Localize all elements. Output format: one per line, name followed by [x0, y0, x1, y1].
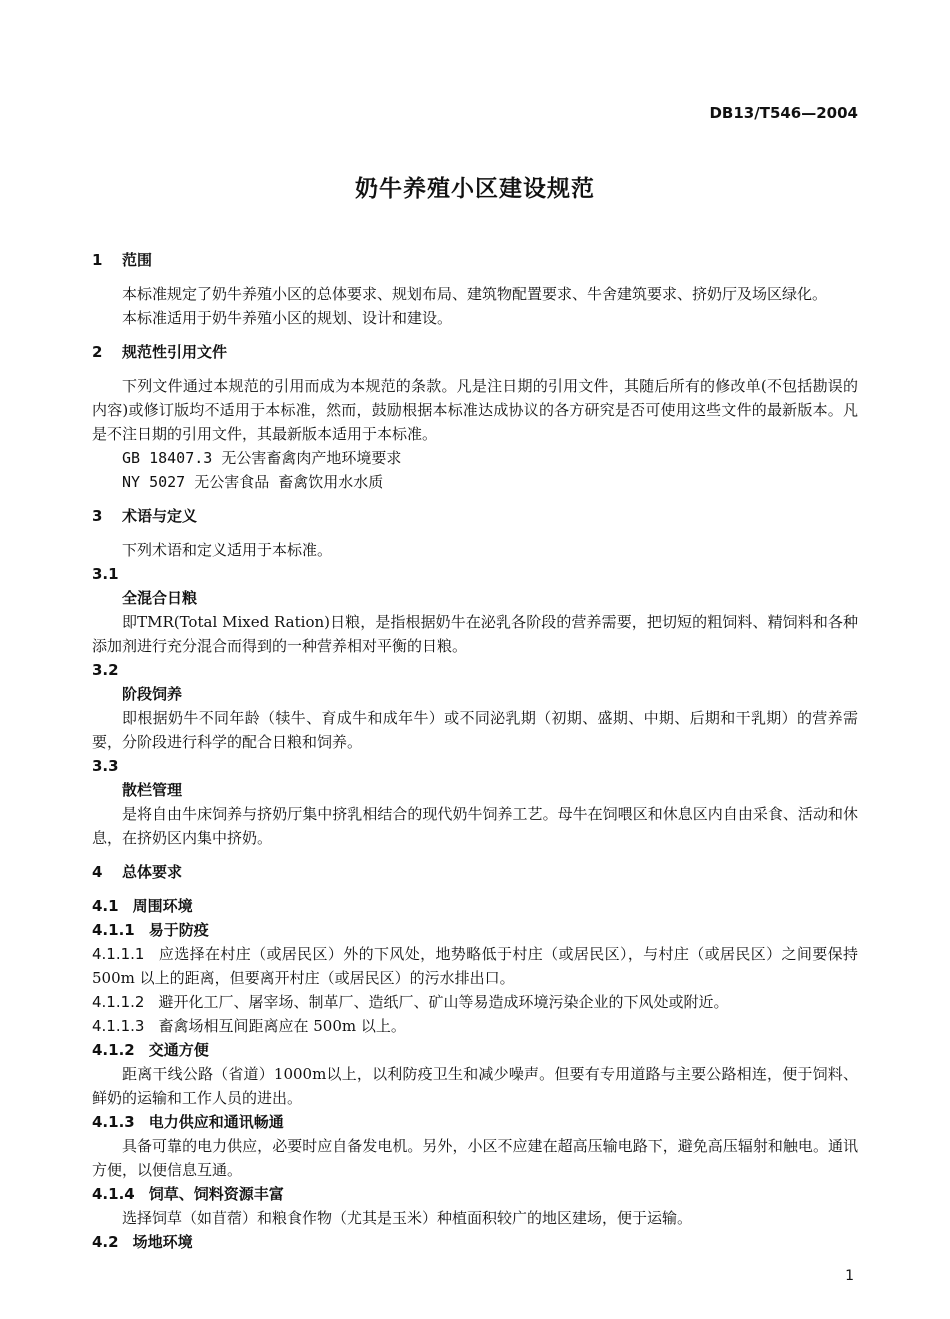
term-definition: 是将自由牛床饲养与挤奶厅集中挤乳相结合的现代奶牛饲养工艺。母牛在饲喂区和休息区内自由采食、活动和休息，在挤奶区内集中挤奶。 [92, 805, 858, 847]
subsection-heading: 4.1 周围环境 [92, 897, 193, 915]
subsection-heading: 4.1.2 交通方便 [92, 1041, 209, 1059]
reference-item: NY 5027 无公害食品 畜禽饮用水水质 [122, 473, 384, 491]
numbered-clause: 4.1.1.3 畜禽场相互间距离应在 500m 以上。 [92, 1017, 406, 1035]
subsection-heading: 4.1.4 饲草、饲料资源丰富 [92, 1185, 284, 1203]
section-heading: 3 术语与定义 [92, 507, 198, 525]
term-number: 3.3 [92, 757, 119, 775]
reference-item: GB 18407.3 无公害畜禽肉产地环境要求 [122, 449, 402, 467]
paragraph: 距离干线公路（省道）1000m以上，以利防疫卫生和减少噪声。但要有专用道路与主要公路相连，便于饲料、鲜奶的运输和工作人员的进出。 [92, 1065, 858, 1107]
subsection-heading: 4.2 场地环境 [92, 1233, 193, 1251]
subsection-heading: 4.1.3 电力供应和通讯畅通 [92, 1113, 284, 1131]
section-heading: 1 范围 [92, 251, 153, 269]
page-number: 1 [845, 1268, 854, 1284]
term-number: 3.1 [92, 565, 119, 583]
term-definition: 即根据奶牛不同年龄（犊牛、育成牛和成年牛）或不同泌乳期（初期、盛期、中期、后期和干乳期）的营养需要，分阶段进行科学的配合日粮和饲养。 [92, 709, 858, 751]
paragraph: 下列文件通过本规范的引用而成为本规范的条款。凡是注日期的引用文件，其随后所有的修改单(不包括勘误的内容)或修订版均不适用于本标准，然而，鼓励根据本标准达成协议的各方研究是否可使用这些文件的最新版本。凡是不注日期的引用文件，其最新版本适用于本标准。 [92, 377, 858, 443]
term-name: 散栏管理 [122, 781, 183, 799]
paragraph: 本标准规定了奶牛养殖小区的总体要求、规划布局、建筑物配置要求、牛舍建筑要求、挤奶厅及场区绿化。 [122, 285, 828, 303]
paragraph: 下列术语和定义适用于本标准。 [122, 541, 333, 559]
numbered-clause: 4.1.1.2 避开化工厂、屠宰场、制革厂、造纸厂、矿山等易造成环境污染企业的下风处或附近。 [92, 993, 729, 1011]
term-definition: 即TMR(Total Mixed Ration)日粮，是指根据奶牛在泌乳各阶段的营养需要，把切短的粗饲料、精饲料和各种添加剂进行充分混合而得到的一种营养相对平衡的日粮。 [92, 613, 858, 655]
section-heading: 4 总体要求 [92, 863, 183, 881]
document-title: 奶牛养殖小区建设规范 [355, 176, 595, 202]
document-body [92, 248, 858, 1254]
subsection-heading: 4.1.1 易于防疫 [92, 921, 209, 939]
document-code: DB13/T546—2004 [709, 104, 858, 122]
term-number: 3.2 [92, 661, 119, 679]
term-name: 阶段饲养 [122, 685, 183, 703]
numbered-clause: 4.1.1.1 应选择在村庄（或居民区）外的下风处，地势略低于村庄（或居民区），与村庄（或居民区）之间要保持 500m 以上的距离，但要离开村庄（或居民区）的污水排出口。 [92, 945, 858, 987]
paragraph: 本标准适用于奶牛养殖小区的规划、设计和建设。 [122, 309, 453, 327]
term-name: 全混合日粮 [122, 589, 198, 607]
section-heading: 2 规范性引用文件 [92, 343, 228, 361]
paragraph: 选择饲草（如苜蓿）和粮食作物（尤其是玉米）种植面积较广的地区建场，便于运输。 [122, 1209, 693, 1227]
paragraph: 具备可靠的电力供应，必要时应自备发电机。另外，小区不应建在超高压输电路下，避免高压辐射和触电。通讯方便，以便信息互通。 [92, 1137, 858, 1179]
